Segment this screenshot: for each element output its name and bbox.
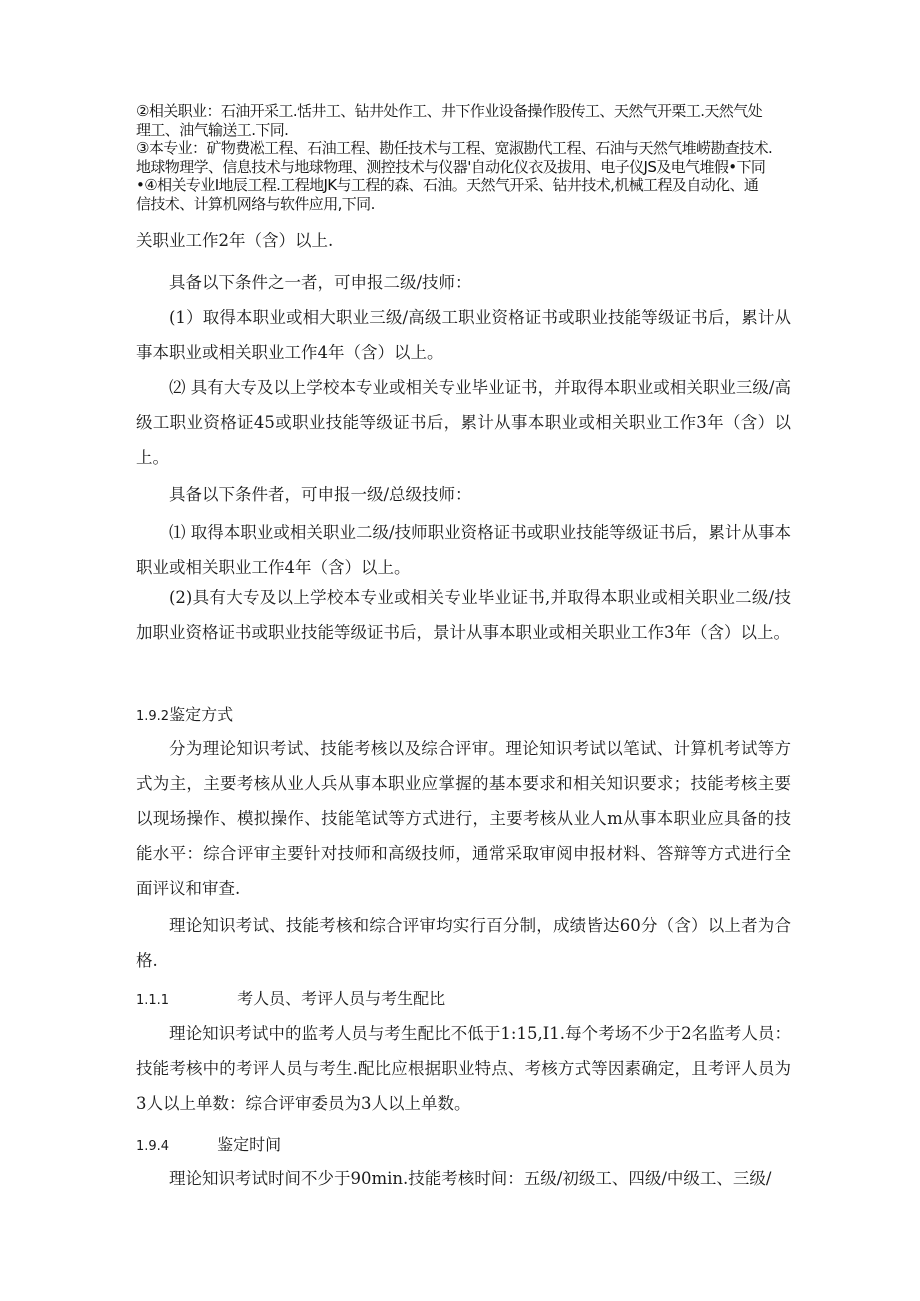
footnote-line: •④相关专业I地辰工程.工程地JK与工程的森、石油。天然气开采、钻井技术,机械工程及自动化、通: [136, 176, 759, 194]
level1-intro: 具备以下条件者，可申报一级/总级技师：: [169, 485, 472, 504]
footnote-block: [136, 102, 796, 213]
level2-condition-2: ⑵ 具有大专及以上学校本专业或相关专业毕业证书，并取得本职业或相关职业三级/高级工职业资格证45或职业技能等级证书后，累计从事本职业或相关职业工作3年（含）以上。: [136, 378, 791, 467]
footnote-line: ②相关职业：石油开采工.恬井工、钻井处作工、井下作业设备操作股传工、天然气开栗工.天然气处: [136, 102, 762, 120]
footnote-line: ③本专业：矿物费凇工程、石油工程、勘任技术与工程、宽淑勘代工程、石油与天然气堆崂勘查技术.: [136, 139, 773, 157]
section-number: 1.1.1: [136, 993, 170, 1008]
section-number: 1.9.2: [136, 709, 170, 724]
section-heading-1-1-1: [136, 986, 445, 1009]
method-paragraph-1: 分为理论知识考试、技能考核以及综合评审。理论知识考试以笔试、计算机考试等方式为主，主要考核从业人兵从事本职业应掌握的基本要求和相关知识要求；技能考核主要以现场操作、模拟操作、技能笔试等方式进行，主要考核从业人m从事本职业应具备的技能水平：综合评审主要针对技师和高级技师，通常采取审阅申报材料、答辩等方式进行全面评议和审查.: [136, 739, 791, 898]
method-paragraph-2: 理论知识考试、技能考核和综合评审均实行百分制，成绩皆达60分（含）以上者为合格.: [136, 916, 791, 970]
level1-condition-1: ⑴ 取得本职业或相关职业二级/技师职业资格证书或职业技能等级证书后，累计从事本职业或相关职业工作4年（含）以上。: [136, 523, 791, 577]
footnote-line: 信技术、计算机网络与软件应用,下同.: [136, 194, 375, 213]
ratio-paragraph: 理论知识考试中的监考人员与考生配比不低于1:15,I1.每个考场不少于2名监考人员：技能考核中的考评人员与考生.配比应根据职业特点、考核方式等因素确定，且考评人员为3人以上单数：综合评审委员为3人以上单数。: [136, 1024, 791, 1113]
footnote-line: 理工、油气输送工.下同.: [136, 120, 289, 139]
section-title: 考人员、考评人员与考生配比: [237, 989, 446, 1008]
section-title: 鉴定方式: [169, 705, 234, 724]
time-paragraph: 理论知识考试时间不少于90min.技能考核时间：五级/初级工、四级/中级工、三级/: [169, 1169, 772, 1188]
section-title: 鉴定时间: [217, 1135, 282, 1154]
section-number: 1.9.4: [136, 1139, 170, 1154]
section-heading-1-9-4: [136, 1132, 281, 1155]
level1-condition-2: (2)具有大专及以上学校本专业或相关专业毕业证书,并取得本职业或相关职业二级/技加职业资格证书或职业技能等级证书后，景计从事本职业或相关职业工作3年（含）以上。: [136, 588, 791, 642]
section-heading-1-9-2: [136, 702, 233, 725]
continuation-paragraph: 关职业工作2年（含）以上.: [136, 231, 334, 250]
footnote-line: 地球物理学、信息技术与地球物理、测控技术与仪器'自动化仪衣及拔用、电子仪JS及电气堆假•下同: [136, 157, 766, 176]
level2-intro: 具备以下条件之一者，可申报二级/技师：: [169, 273, 472, 292]
level2-condition-1: (1）取得本职业或相大职业三级/高级工职业资格证书或职业技能等级证书后，累计从事本职业或相关职业工作4年（含）以上。: [136, 308, 791, 362]
